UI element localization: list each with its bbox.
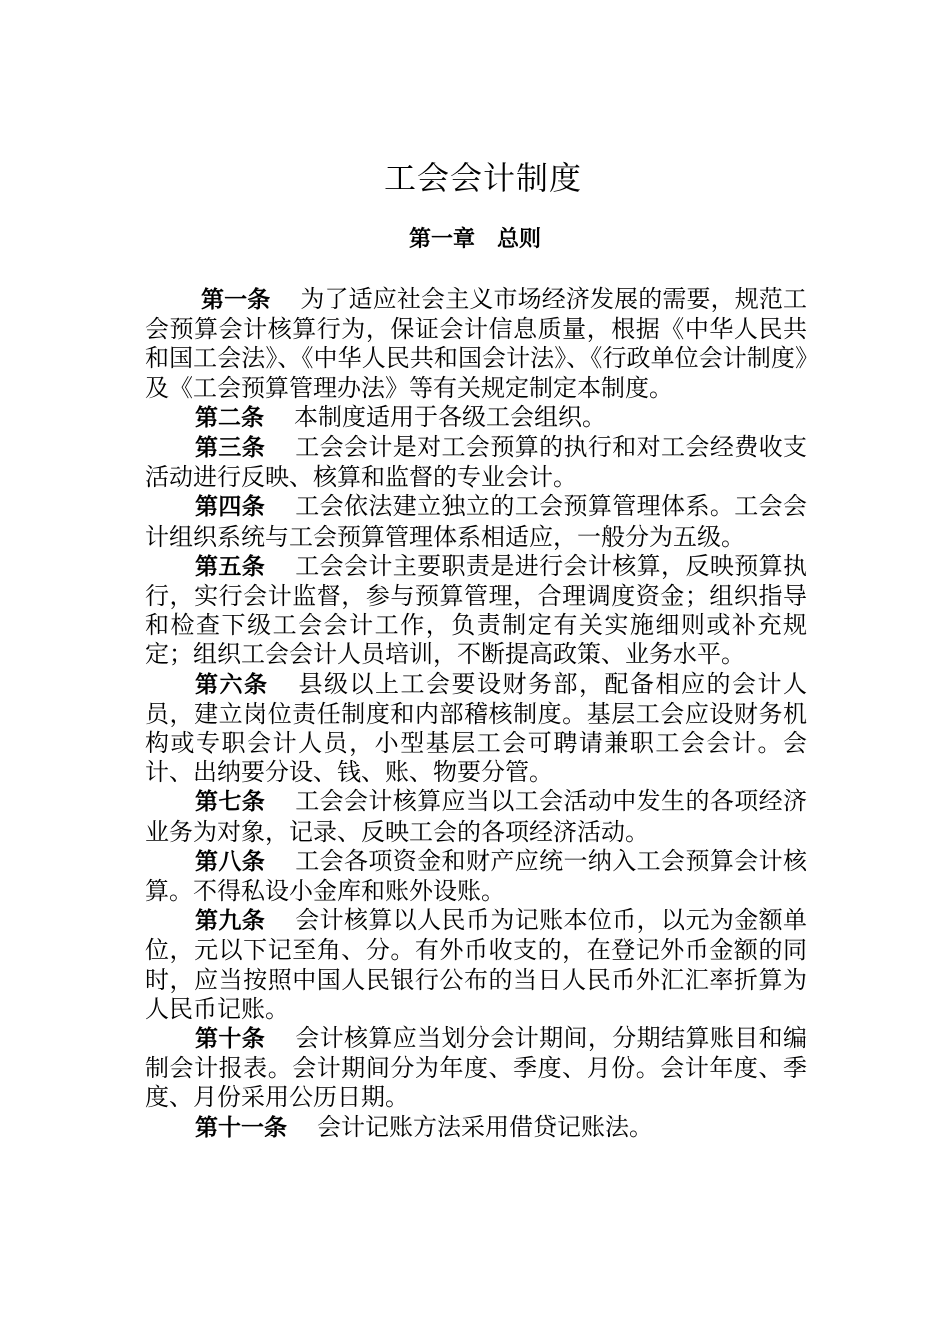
article-text: 工会会计是对工会预算的执行和对工会经费收支活动进行反映、核算和监督的专业会计。 — [145, 433, 808, 492]
article-text: 为了适应社会主义市场经济发展的需要，规范工会预算会计核算行为，保证会计信息质量，根据《中华人民共和国工会法》、《中华人民共和国会计法》、《行政单位会计制度》及《工会预算管理办法》等有关规定制定本制度。 — [145, 285, 808, 402]
article-text: 会计核算以人民币为记账本位币，以元为金额单位，元以下记至角、分。有外币收支的，在登记外币金额的同时，应当按照中国人民银行公布的当日人民币外汇汇率折算为人民币记账。 — [145, 906, 808, 1023]
article-number: 第十条 — [195, 1026, 266, 1053]
article-2 — [145, 403, 807, 433]
document-body — [145, 285, 807, 1143]
article-text: 工会依法建立独立的工会预算管理体系。工会会计组织系统与工会预算管理体系相适应，一般分为五级。 — [145, 492, 808, 551]
article-number: 第七条 — [195, 789, 266, 816]
article-text: 工会会计主要职责是进行会计核算，反映预算执行，实行会计监督，参与预算管理，合理调度资金；组织指导和检查下级工会会计工作，负责制定有关实施细则或补充规定；组织工会会计人员培训，不断提高政策、业务水平。 — [145, 551, 808, 669]
article-7 — [145, 787, 807, 846]
article-text: 本制度适用于各级工会组织。 — [294, 402, 606, 431]
article-number: 第六条 — [195, 671, 269, 698]
article-number: 第五条 — [195, 553, 266, 580]
article-number: 第四条 — [195, 494, 266, 521]
document-title: 工会会计制度 — [383, 159, 582, 197]
article-10 — [145, 1024, 807, 1113]
article-5 — [145, 552, 807, 670]
article-text: 县级以上工会要设财务部，配备相应的会计人员，建立岗位责任制度和内部稽核制度。基层工会应设财务机构或专职会计人员，小型基层工会可聘请兼职工会会计。会计、出纳要分设、钱、账、物要分管。 — [145, 669, 807, 787]
article-1 — [145, 285, 807, 403]
article-4 — [145, 492, 807, 551]
article-number: 第八条 — [195, 848, 266, 875]
article-9 — [145, 906, 807, 1024]
article-text: 工会会计核算应当以工会活动中发生的各项经济业务为对象，记录、反映工会的各项经济活动。 — [145, 787, 808, 846]
article-6 — [145, 670, 807, 788]
article-number: 第三条 — [195, 435, 266, 462]
article-text: 会计核算应当划分会计期间，分期结算账目和编制会计报表。会计期间分为年度、季度、月份。会计年度、季度、月份采用公历日期。 — [145, 1024, 808, 1112]
article-number: 第十一条 — [195, 1114, 287, 1141]
article-11 — [145, 1113, 807, 1143]
article-number: 第九条 — [195, 908, 266, 935]
article-number: 第一条 — [201, 287, 271, 313]
article-text: 工会各项资金和财产应统一纳入工会预算会计核算。不得私设小金库和账外设账。 — [145, 846, 808, 906]
article-number: 第二条 — [195, 404, 264, 431]
article-8 — [145, 847, 807, 906]
chapter-heading: 第一章 总则 — [408, 227, 541, 252]
article-text: 会计记账方法采用借贷记账法。 — [317, 1112, 653, 1141]
article-3 — [145, 433, 807, 492]
